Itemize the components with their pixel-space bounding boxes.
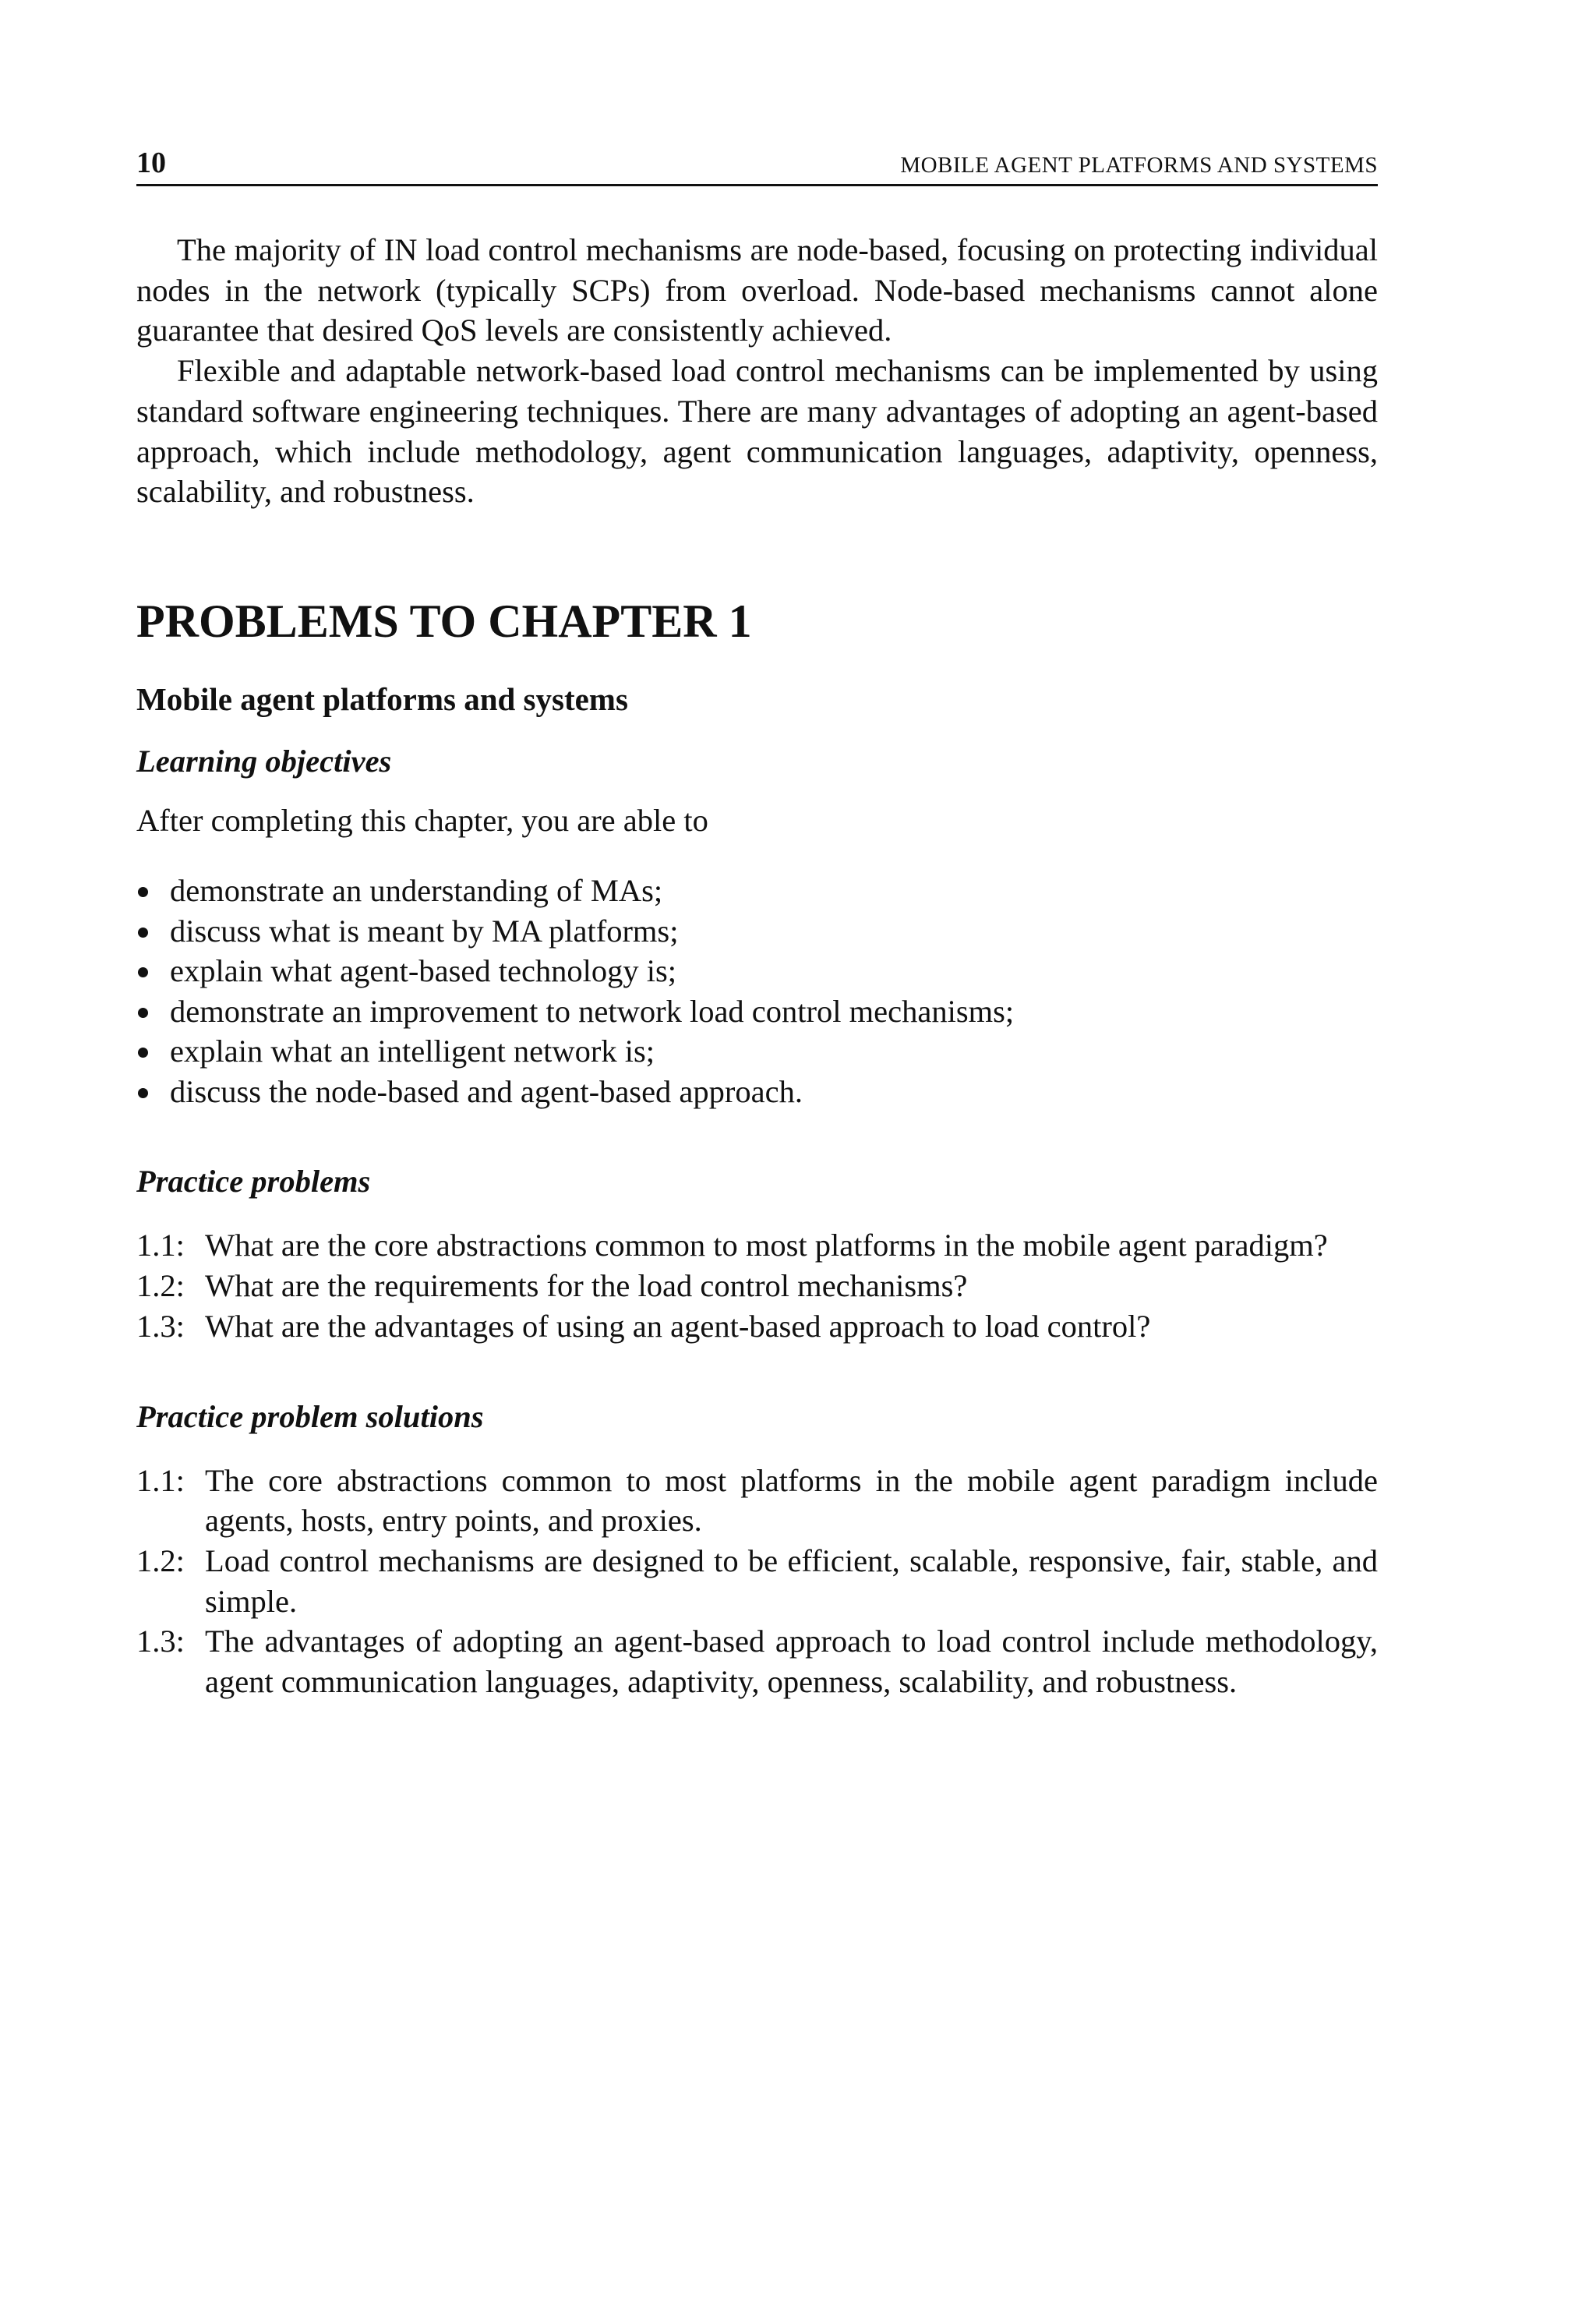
list-item-text: demonstrate an understanding of MAs; (170, 872, 663, 908)
solution-number: 1.1: (136, 1462, 185, 1498)
bullet-icon (138, 1008, 148, 1018)
bullet-icon (138, 887, 148, 897)
list-item (136, 991, 1378, 1032)
problem-item (136, 1306, 1378, 1347)
list-item (136, 911, 1378, 952)
solution-item (136, 1541, 1378, 1621)
problem-number: 1.1: (136, 1228, 185, 1263)
list-item-text: discuss what is meant by MA platforms; (170, 913, 679, 949)
solution-text: The core abstractions common to most platforms in the mobile agent paradigm include agents, hosts, entry points, and proxies. (205, 1462, 1378, 1539)
list-item (136, 951, 1378, 991)
learning-objectives-list (136, 871, 1378, 1112)
solution-number: 1.3: (136, 1624, 185, 1659)
running-header (136, 145, 1378, 186)
list-item-text: demonstrate an improvement to network load control mechanisms; (170, 993, 1015, 1029)
practice-solutions-heading: Practice problem solutions (136, 1398, 484, 1434)
list-item-text: explain what agent-based technology is; (170, 953, 677, 989)
list-item-text: explain what an intelligent network is; (170, 1034, 655, 1069)
bullet-icon (138, 1088, 148, 1098)
paragraph: Flexible and adaptable network-based load control mechanisms can be implemented by using standard software engineering techniques. There are many advantages of adopting an agent-based approach, which include methodology, agent communication languages, adaptivity, openness, scalability, and robustness. (136, 353, 1378, 510)
problem-text: What are the core abstractions common to most platforms in the mobile agent paradigm? (205, 1228, 1328, 1263)
solution-item (136, 1461, 1378, 1541)
practice-solutions-list (136, 1461, 1378, 1702)
page-number: 10 (136, 147, 166, 179)
problem-number: 1.3: (136, 1308, 185, 1344)
running-title: MOBILE AGENT PLATFORMS AND SYSTEMS (900, 153, 1378, 178)
solution-text: Load control mechanisms are designed to be efficient, scalable, responsive, fair, stable, and simple. (205, 1543, 1378, 1619)
book-page (136, 145, 1378, 1702)
bullet-icon (138, 1048, 148, 1058)
chapter-heading: PROBLEMS TO CHAPTER 1 (136, 595, 752, 647)
learning-objectives-intro: After completing this chapter, you are able to (136, 802, 708, 838)
problem-number: 1.2: (136, 1268, 185, 1304)
solution-item (136, 1621, 1378, 1701)
solution-text: The advantages of adopting an agent-based approach to load control include methodology, agent communication languages, adaptivity, openness, scalability, and robustness. (205, 1624, 1378, 1700)
list-item (136, 871, 1378, 911)
problem-item (136, 1266, 1378, 1306)
list-item (136, 1072, 1378, 1112)
problem-text: What are the advantages of using an agent-based approach to load control? (205, 1308, 1151, 1344)
body-text (136, 230, 1378, 512)
problem-item (136, 1225, 1378, 1266)
bullet-icon (138, 967, 148, 977)
problem-text: What are the requirements for the load control mechanisms? (205, 1268, 968, 1304)
list-item-text: discuss the node-based and agent-based approach. (170, 1073, 803, 1109)
practice-problems-list (136, 1225, 1378, 1346)
paragraph: The majority of IN load control mechanisms are node-based, focusing on protecting individual nodes in the network (typically SCPs) from overload. Node-based mechanisms cannot alone guarantee that desired QoS levels are consistently achieved. (136, 232, 1378, 348)
bullet-icon (138, 928, 148, 938)
practice-problems-heading: Practice problems (136, 1164, 371, 1200)
list-item (136, 1031, 1378, 1072)
solution-number: 1.2: (136, 1543, 185, 1578)
section-heading: Mobile agent platforms and systems (136, 680, 628, 717)
learning-objectives-heading: Learning objectives (136, 743, 392, 779)
